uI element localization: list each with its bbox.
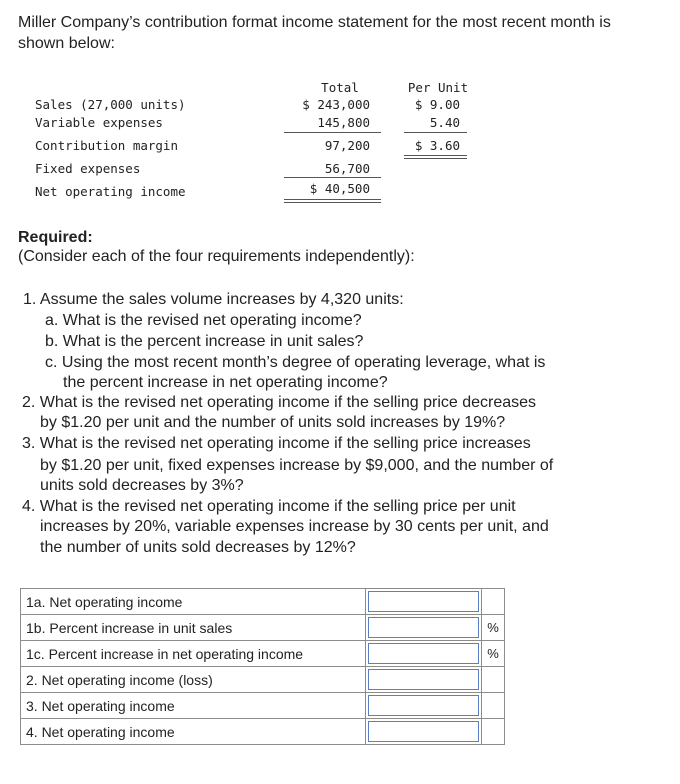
answer-row (21, 667, 505, 693)
percent-sign: % (482, 615, 505, 641)
question-1a: a. What is the revised net operating income? (45, 312, 362, 329)
answer-unit (482, 589, 505, 615)
answer-row (21, 615, 505, 641)
percent-sign: % (482, 641, 505, 667)
double-underline-unit-2 (404, 158, 467, 159)
answer-cell (366, 693, 482, 719)
sales-per-unit: $ 9.00 (414, 97, 460, 112)
answer-label: 1c. Percent increase in net operating income (21, 641, 366, 667)
answer-label: 2. Net operating income (loss) (21, 667, 366, 693)
answer-row (21, 589, 505, 615)
question-1c-line-2: the percent increase in net operating income? (63, 374, 388, 391)
answer-label: 1b. Percent increase in unit sales (21, 615, 366, 641)
answer-cell (366, 719, 482, 745)
required-note: (Consider each of the four requirements independently): (18, 248, 415, 265)
double-underline-unit-1 (404, 155, 467, 156)
sales-total: $ 243,000 (302, 97, 370, 112)
question-2-line-2: by $1.20 per unit and the number of units sold increases by 19%? (40, 414, 506, 431)
row-label-sales: Sales (27,000 units) (35, 97, 186, 112)
underline-fixed-total (284, 177, 381, 178)
double-underline-noi-2 (284, 202, 381, 203)
answer-input-3[interactable] (368, 695, 479, 716)
answer-cell (366, 667, 482, 693)
fixed-total: 56,700 (324, 161, 370, 176)
row-label-noi: Net operating income (35, 184, 186, 199)
underline-variable-total (284, 132, 381, 133)
answer-cell (366, 641, 482, 667)
answer-input-1c[interactable] (368, 643, 479, 664)
answer-label: 3. Net operating income (21, 693, 366, 719)
answer-unit (482, 693, 505, 719)
answer-cell (366, 615, 482, 641)
answer-label: 4. Net operating income (21, 719, 366, 745)
noi-total: $ 40,500 (309, 181, 370, 196)
header-total: Total (321, 80, 359, 95)
row-label-fixed: Fixed expenses (35, 161, 141, 176)
required-heading: Required: (18, 229, 93, 246)
header-per-unit: Per Unit (407, 80, 469, 95)
answer-input-4[interactable] (368, 721, 479, 742)
answer-input-1a[interactable] (368, 591, 479, 612)
answer-row (21, 719, 505, 745)
variable-per-unit: 5.40 (429, 115, 460, 130)
row-label-contribution: Contribution margin (35, 138, 178, 153)
answer-unit (482, 667, 505, 693)
answer-row (21, 693, 505, 719)
underline-variable-unit (404, 132, 467, 133)
row-label-variable: Variable expenses (35, 115, 163, 130)
answer-input-2[interactable] (368, 669, 479, 690)
question-3-line-3: units sold decreases by 3%? (40, 477, 244, 494)
question-2-line-1: 2. What is the revised net operating income if the selling price decreases (22, 394, 537, 411)
question-1c-line-1: c. Using the most recent month’s degree of operating leverage, what is (45, 354, 546, 371)
answer-unit (482, 719, 505, 745)
contribution-per-unit: $ 3.60 (414, 138, 460, 153)
answer-label: 1a. Net operating income (21, 589, 366, 615)
question-1b: b. What is the percent increase in unit sales? (45, 333, 364, 350)
question-4-line-2: increases by 20%, variable expenses increase by 30 cents per unit, and (40, 518, 549, 535)
question-3-line-1: 3. What is the revised net operating income if the selling price increases (22, 435, 531, 452)
variable-total: 145,800 (317, 115, 370, 130)
intro-text: Miller Company’s contribution format income statement for the most recent month is shown below: (18, 14, 611, 52)
question-3-line-2: by $1.20 per unit, fixed expenses increase by $9,000, and the number of (40, 457, 554, 474)
question-4-line-1: 4. What is the revised net operating income if the selling price per unit (22, 498, 516, 515)
question-4-line-3: the number of units sold decreases by 12%? (40, 539, 356, 556)
contribution-total: 97,200 (324, 138, 370, 153)
answer-input-1b[interactable] (368, 617, 479, 638)
answer-row (21, 641, 505, 667)
double-underline-noi-1 (284, 199, 381, 200)
answer-cell (366, 589, 482, 615)
question-1: 1. Assume the sales volume increases by 4,320 units: (23, 291, 404, 308)
answer-table (20, 588, 505, 745)
